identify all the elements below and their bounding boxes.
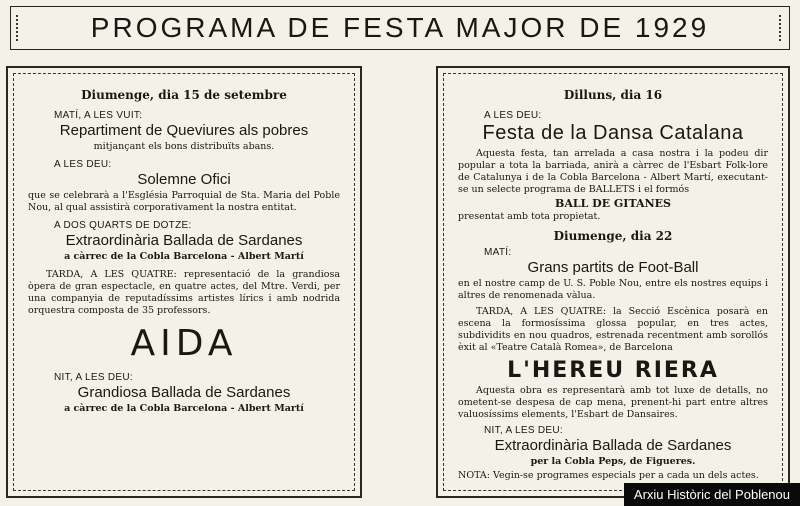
event-title: Grandiosa Ballada de Sardanes xyxy=(77,384,291,401)
event-note: Aquesta obra es representarà amb tot luxe de detalls, no ometent-se despesa de cap mena, prenent-hi part entre altres valuosíssims elements, l'Esbart de Dansaires. xyxy=(458,385,768,420)
time-label: A DOS QUARTS DE DOTZE: xyxy=(54,220,192,231)
left-program-panel xyxy=(6,66,362,498)
day-heading: Diumenge, dia 15 de setembre xyxy=(81,88,287,102)
page-title: PROGRAMA DE FESTA MAJOR DE 1929 xyxy=(90,12,710,43)
time-label: NIT, A LES DEU: xyxy=(54,372,133,383)
event-title: Extraordinària Ballada de Sardanes xyxy=(65,232,303,249)
time-label: A LES DEU: xyxy=(484,110,542,121)
event-title: Grans partits de Foot-Ball xyxy=(527,259,699,276)
event-note: a càrrec de la Cobla Barcelona - Albert Martí xyxy=(64,251,304,262)
title-banner xyxy=(10,6,790,50)
opera-title: AIDA xyxy=(130,323,238,364)
event-title: Solemne Ofici xyxy=(137,171,231,188)
ballet-title: BALL DE GITANES xyxy=(555,197,671,210)
event-description: TARDA, A LES QUATRE: representació de la grandiosa òpera de gran espectacle, en quatre actes, del Mtre. Verdi, per una companyia de reputadíssims artistes lírics i amb nodrida orquestra composta de 35 professors. xyxy=(28,269,340,316)
time-label: MATÍ: xyxy=(484,247,512,258)
time-label: NIT, A LES DEU: xyxy=(484,425,563,436)
event-note: en el nostre camp de U. S. Poble Nou, entre els nostres equips i altres de renomenada vàlua. xyxy=(458,278,768,301)
time-label: MATÍ, A LES VUIT: xyxy=(54,110,143,121)
archive-watermark: Arxiu Històric del Poblenou xyxy=(624,483,800,506)
event-note: per la Cobla Peps, de Figueres. xyxy=(530,456,696,467)
event-title: Festa de la Dansa Catalana xyxy=(482,122,744,144)
event-description: TARDA, A LES QUATRE: la Secció Escènica posarà en escena la formosíssima glossa popular, en tres actes, subdividits en nou quadros, estrenada recentment amb sorollós èxit al «Teatre Català Romea», de Barcelona xyxy=(458,306,768,353)
day-heading: Diumenge, dia 22 xyxy=(553,229,673,243)
event-description: Aquesta festa, tan arrelada a casa nostra i la podeu dir popular a tota la barriada, anirà a càrrec de l'Esbart Folk-lore de Catalunya i de la Cobla Barcelona - Albert Martí, executant-se un selecte programa de BALLETS i el formós xyxy=(458,148,768,195)
event-note: mitjançant els bons distribuïts abans. xyxy=(93,141,275,152)
event-note: presentat amb tota propietat. xyxy=(458,211,601,222)
day-heading: Dilluns, dia 16 xyxy=(563,88,663,102)
event-title: Extraordinària Ballada de Sardanes xyxy=(494,437,732,454)
event-note: a càrrec de la Cobla Barcelona - Albert Martí xyxy=(64,403,304,414)
event-title: Repartiment de Queviures als pobres xyxy=(59,122,309,139)
play-title: L'HEREU RIERA xyxy=(507,358,719,383)
footnote: NOTA: Vegin-se programes especials per a cada un dels actes. xyxy=(458,470,759,481)
event-note: que se celebrarà a l'Església Parroquial de Sta. Maria del Poble Nou, al qual assistirà corporativament la nostra entitat. xyxy=(28,190,340,213)
time-label: A LES DEU: xyxy=(54,159,112,170)
right-program-panel xyxy=(436,66,790,498)
